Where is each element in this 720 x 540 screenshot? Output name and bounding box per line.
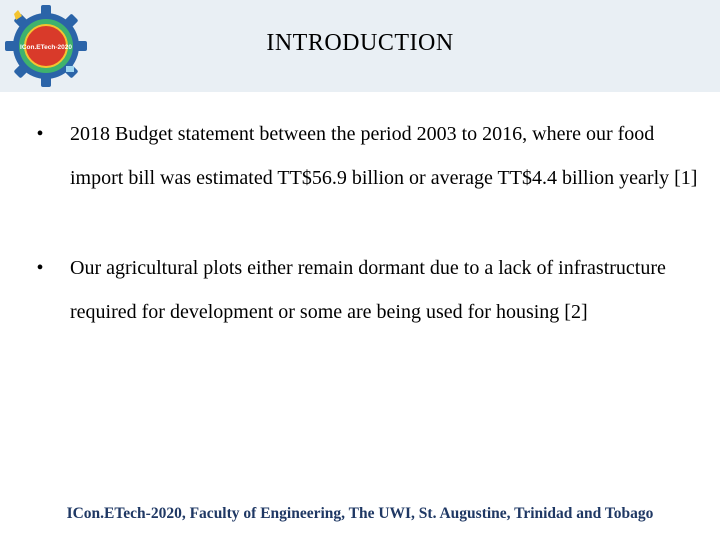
bullet-item bbox=[30, 112, 700, 200]
bullet-list bbox=[30, 112, 700, 334]
beaker-icon bbox=[66, 66, 74, 72]
bullet-item bbox=[30, 246, 700, 334]
bullet-text: Our agricultural plots either remain dormant due to a lack of infrastructure required for development or some are being used for housing [2] bbox=[70, 257, 666, 323]
footer-text: ICon.ETech-2020, Faculty of Engineering, The UWI, St. Augustine, Trinidad and Tobago bbox=[66, 505, 654, 522]
bullet-text: 2018 Budget statement between the period 2003 to 2016, where our food import bill was estimated TT$56.9 billion or average TT$4.4 billion yearly [1] bbox=[70, 123, 698, 189]
bullet-dot-icon: • bbox=[36, 257, 44, 279]
page-title: INTRODUCTION bbox=[266, 30, 454, 56]
bullet-dot-icon: • bbox=[36, 123, 44, 145]
logo-text: ICon.ETech-2020 bbox=[20, 44, 72, 51]
